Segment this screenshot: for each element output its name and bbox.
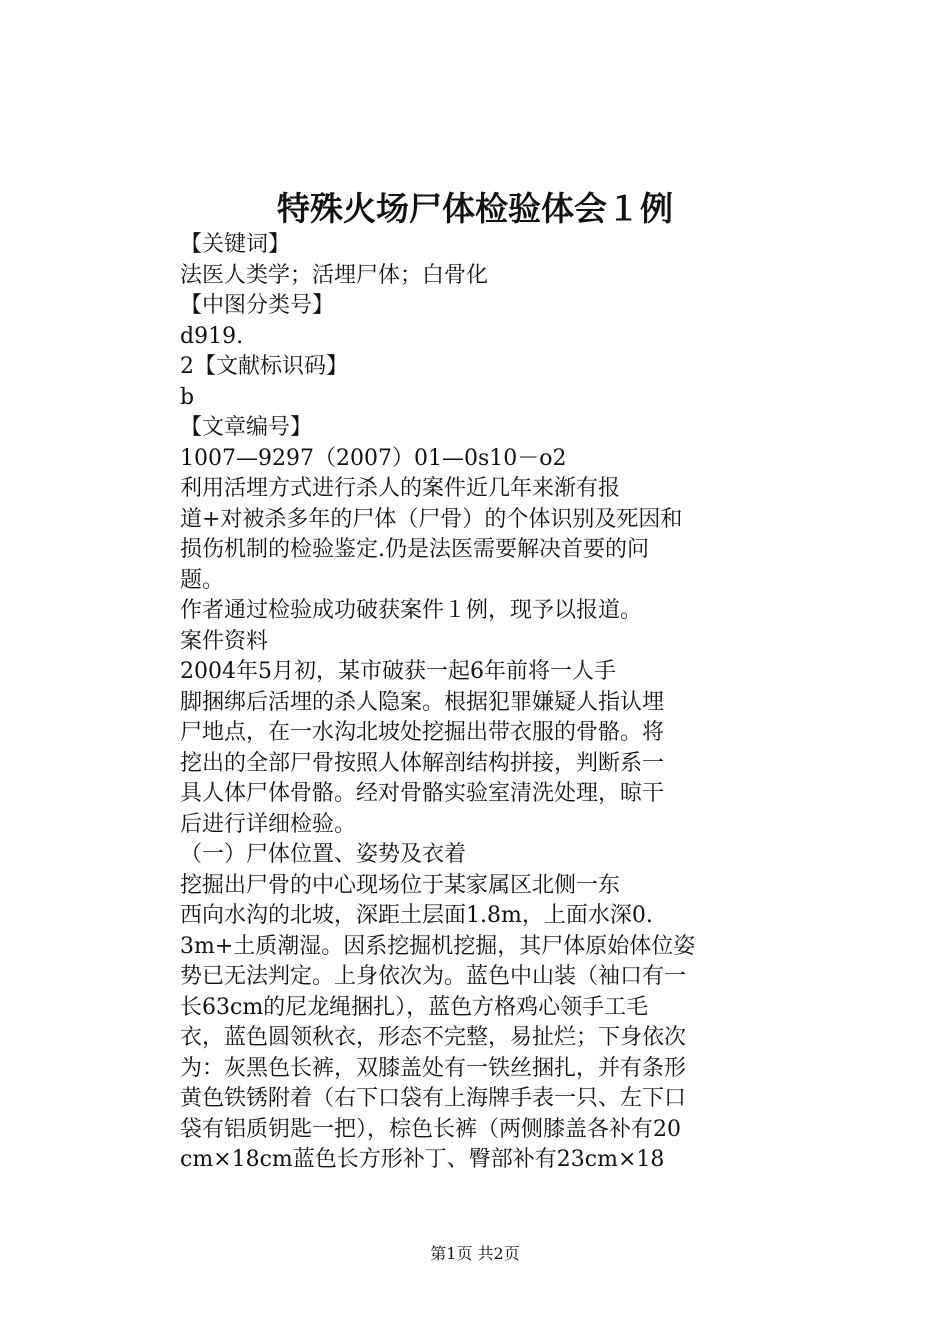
text-line: 【文章编号】 [180, 415, 313, 440]
text-line: 利用活埋方式进行杀人的案件近几年来渐有报 [180, 476, 621, 501]
text-line: 作者通过检验成功破获案件１例，现予以报道。 [180, 598, 643, 623]
text-line: 题。 [180, 567, 225, 593]
text-line: 案件资料 [180, 628, 269, 654]
text-line: 长63cm的尼龙绳捆扎），蓝色方格鸡心领手工毛 [180, 994, 649, 1020]
page-footer: 第1页 共2页 [430, 1244, 520, 1263]
text-line: 西向水沟的北坡，深距土层面1.8m，上面水深0. [180, 903, 653, 928]
text-line: 脚捆绑后活埋的杀人隐案。根据犯罪嫌疑人指认埋 [180, 689, 665, 715]
text-line: cm×18cm蓝色长方形补丁、臀部补有23cm×18 [180, 1147, 665, 1172]
text-line: 法医人类学；活埋尸体；白骨化 [180, 262, 489, 288]
text-line: 2【文献标识码】 [180, 354, 348, 379]
text-line: 道+对被杀多年的尸体（尸骨）的个体识别及死因和 [180, 506, 683, 532]
text-line: 后进行详细检验。 [180, 811, 357, 837]
text-line: 3m+土质潮湿。因系挖掘机挖掘，其尸体原始体位姿 [180, 933, 696, 959]
text-line: 【中图分类号】 [180, 293, 335, 318]
text-line: 势已无法判定。上身依次为。蓝色中山装（袖口有一 [180, 964, 687, 989]
text-line: 衣，蓝色圆领秋衣，形态不完整，易扯烂；下身依次 [180, 1025, 687, 1050]
text-line: 袋有铝质钥匙一把），棕色长裤（两侧膝盖各补有20 [180, 1116, 681, 1142]
text-line: 损伤机制的检验鉴定.仍是法医需要解决首要的问 [180, 537, 649, 562]
text-line: 具人体尸体骨骼。经对骨骼实验室清洗处理，晾干 [180, 781, 665, 806]
text-line: 尸地点，在一水沟北坡处挖掘出带衣服的骨骼。将 [180, 720, 665, 745]
text-line: 为：灰黑色长裤，双膝盖处有一铁丝捆扎，并有条形 [180, 1055, 687, 1081]
text-line: 2004年5月初，某市破获一起6年前将一人手 [180, 659, 616, 684]
text-line: （一）尸体位置、姿势及衣着 [180, 842, 467, 867]
document-body [180, 230, 780, 1176]
text-line: 【关键词】 [180, 232, 291, 257]
text-line: 1007—9297（2007）01—0s10－o2 [180, 445, 567, 471]
page-title: 特殊火场尸体检验体会１例 [277, 189, 673, 228]
text-line: 挖出的全部尸骨按照人体解剖结构拼接，判断系一 [180, 750, 665, 776]
text-line: 黄色铁锈附着（右下口袋有上海牌手表一只、左下口 [180, 1086, 687, 1111]
text-line: b [180, 384, 195, 410]
text-line: 挖掘出尸骨的中心现场位于某家属区北侧一东 [180, 872, 621, 898]
text-line: d919. [180, 323, 244, 349]
